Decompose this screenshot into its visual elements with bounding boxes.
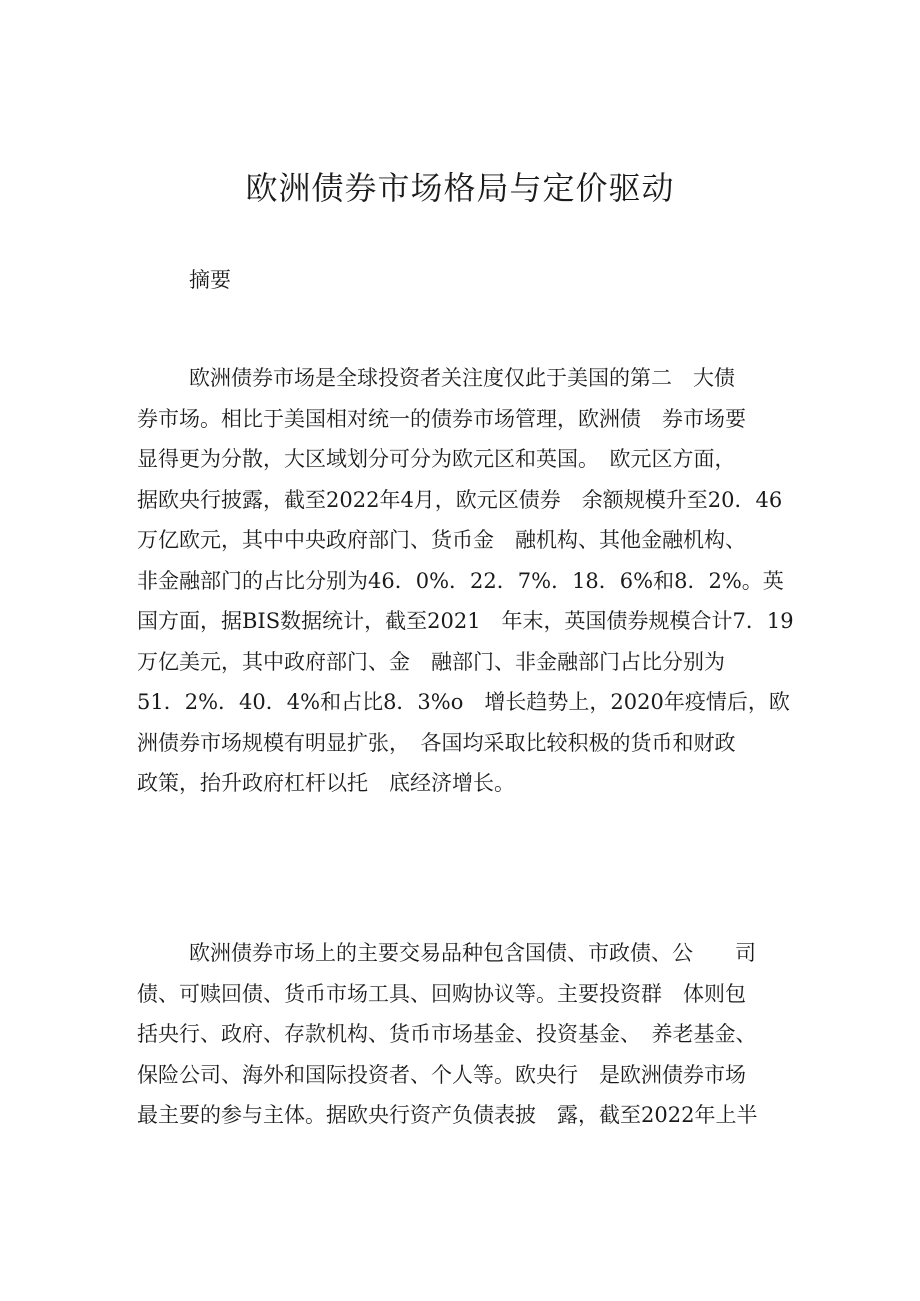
paragraph-2 bbox=[137, 933, 797, 1136]
paragraph-line: 欧洲债券市场是全球投资者关注度仅此于美国的第二 大债 bbox=[189, 366, 735, 390]
paragraph-line: 万亿欧元，其中中央政府部门、货币金 融机构、其他金融机构、 bbox=[137, 528, 746, 552]
paragraph-1 bbox=[137, 358, 797, 804]
document-title: 欧洲债券市场格局与定价驱动 bbox=[245, 169, 675, 207]
paragraph-line: 政策，抬升政府杠杆以托 底经济增长。 bbox=[137, 771, 515, 795]
paragraph-line: 洲债券市场规模有明显扩张， 各国均采取比较积极的货币和财政 bbox=[137, 730, 736, 755]
paragraph-line: 最主要的参与主体。据欧央行资产负债表披 露，截至2022年上半 bbox=[137, 1103, 758, 1127]
paragraph-line: 非金融部门的占比分别为46．0%．22．7%．18．6%和8．2%。英 bbox=[137, 568, 784, 593]
paragraph-line: 债、可赎回债、货币市场工具、回购协议等。主要投资群 体则包 bbox=[137, 981, 746, 1006]
abstract-heading: 摘要 bbox=[189, 268, 231, 292]
paragraph-line: 万亿美元，其中政府部门、金 融部门、非金融部门占比分别为 bbox=[137, 649, 725, 674]
paragraph-line: 显得更为分散，大区域划分可分为欧元区和英国。 欧元区方面， bbox=[137, 447, 736, 471]
paragraph-line: 券市场。相比于美国相对统一的债券市场管理，欧洲债 券市场要 bbox=[137, 406, 746, 431]
paragraph-line: 欧洲债券市场上的主要交易品种包含国债、市政债、公 司 bbox=[189, 941, 756, 965]
paragraph-line: 51．2%．40．4%和占比8．3%o 增长趋势上，2020年疫情后，欧 bbox=[137, 690, 790, 714]
paragraph-line: 保险公司、海外和国际投资者、个人等。欧央行 是欧洲债券市场 bbox=[137, 1062, 746, 1087]
paragraph-line: 据欧央行披露，截至2022年4月，欧元区债券 余额规模升至20．46 bbox=[137, 487, 783, 512]
paragraph-line: 括央行、政府、存款机构、货币市场基金、投资基金、 养老基金、 bbox=[137, 1022, 757, 1046]
paragraph-line: 国方面，据BIS数据统计，截至2021 年末，英国债券规模合计7．19 bbox=[137, 609, 794, 633]
